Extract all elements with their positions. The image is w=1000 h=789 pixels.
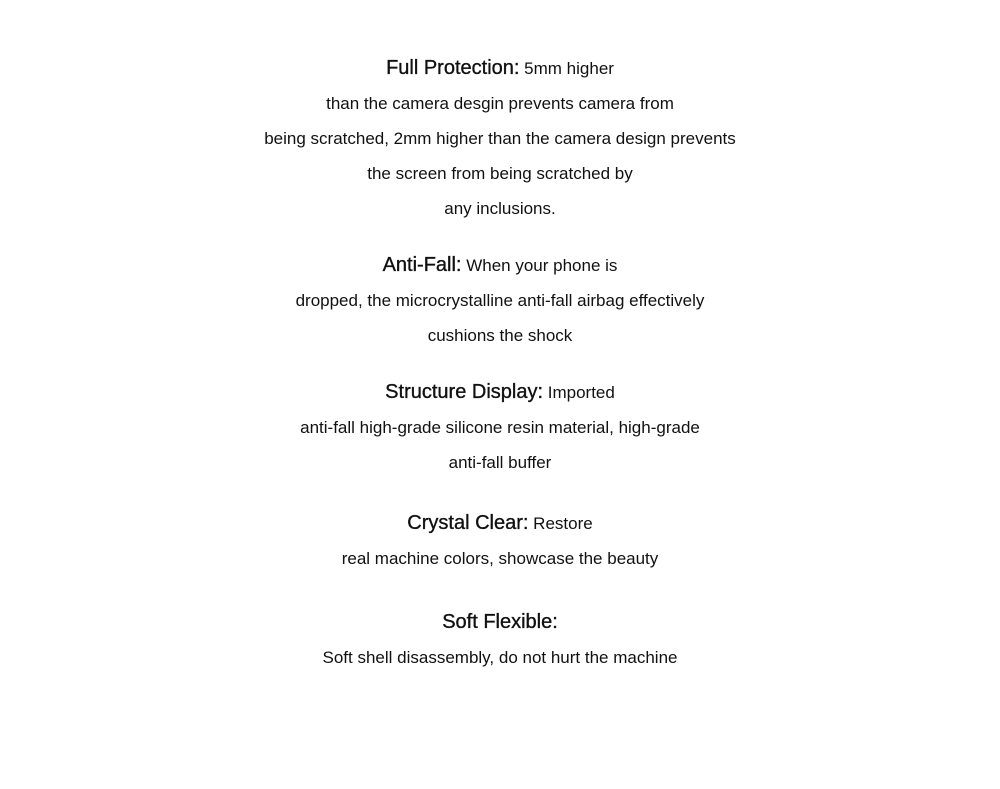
soft-flexible-heading-line [0, 611, 1000, 634]
section-lead-text: Restore [528, 514, 593, 533]
section-heading: Anti-Fall: [382, 254, 462, 276]
full-protection-heading-line [0, 57, 1000, 80]
section-body-line: real machine colors, showcase the beauty [341, 549, 659, 568]
section-lead-text: When your phone is [461, 256, 618, 275]
section-lead-text: Imported [543, 383, 615, 402]
structure-display-heading-line [0, 381, 1000, 404]
section-lead-text: 5mm higher [519, 59, 614, 78]
section-body-line: the screen from being scratched by [367, 164, 633, 183]
section-body-line: than the camera desgin prevents camera from [326, 94, 674, 113]
section-body-line: Soft shell disassembly, do not hurt the machine [322, 648, 678, 667]
crystal-clear-heading-line [0, 512, 1000, 535]
anti-fall-heading-line [0, 254, 1000, 277]
section-body-line: being scratched, 2mm higher than the camera design prevents [264, 129, 736, 148]
section-heading: Soft Flexible: [442, 611, 558, 633]
section-body-line: cushions the shock [427, 326, 573, 345]
section-body-line: anti-fall high-grade silicone resin material, high-grade [300, 418, 700, 437]
section-body-line: any inclusions. [444, 199, 556, 218]
section-body-line: dropped, the microcrystalline anti-fall airbag effectively [295, 291, 705, 310]
section-heading: Full Protection: [386, 57, 520, 79]
section-heading: Crystal Clear: [407, 512, 529, 534]
section-heading: Structure Display: [385, 381, 544, 403]
section-body-line: anti-fall buffer [448, 453, 552, 472]
